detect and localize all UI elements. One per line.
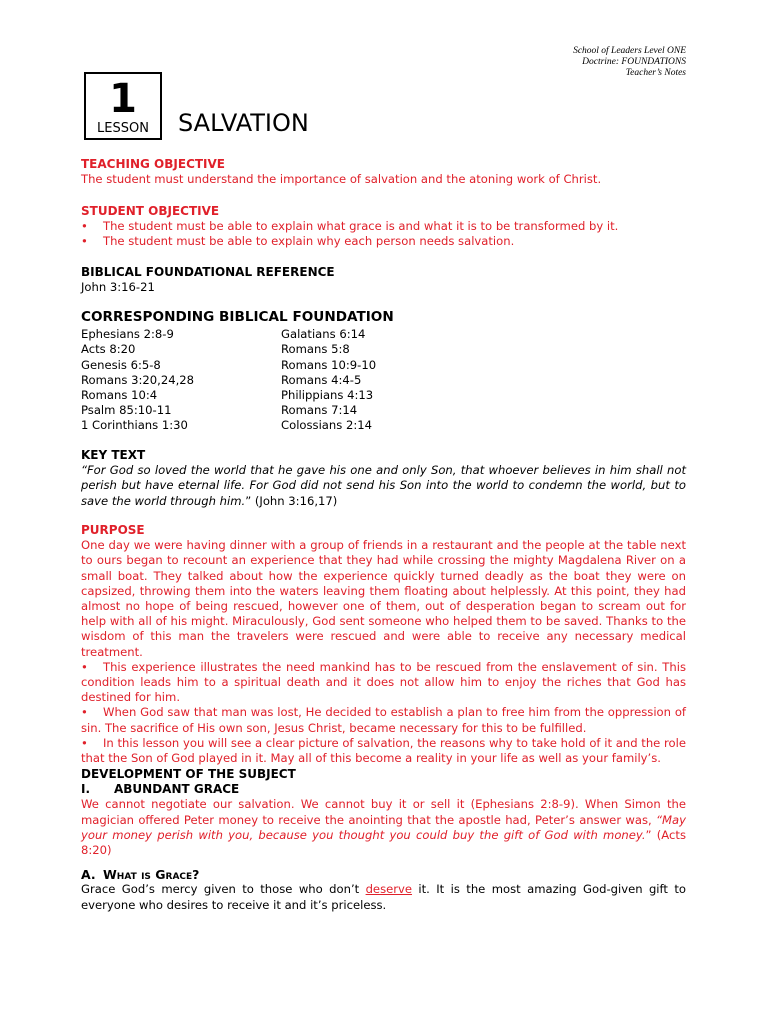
- student-objective-heading: STUDENT OBJECTIVE: [81, 204, 220, 218]
- section-title-text: ABUNDANT GRACE: [114, 782, 240, 797]
- key-text-ref: ” (John 3:16,17): [245, 493, 338, 508]
- lesson-number: 1: [109, 76, 137, 122]
- list-item: [81, 660, 686, 706]
- header-line-3: Teacher’s Notes: [625, 68, 686, 78]
- list-item: Romans 10:4: [81, 388, 158, 403]
- list-item: Romans 10:9-10: [281, 357, 377, 372]
- reference-columns: [81, 327, 686, 433]
- list-item: Colossians 2:14: [281, 418, 373, 433]
- list-item: [81, 234, 686, 249]
- paragraph-ref: ” (Acts 8:20): [81, 827, 686, 858]
- list-item: Genesis 6:5-8: [81, 357, 161, 372]
- list-item: Acts 8:20: [81, 342, 136, 357]
- key-text-body: [81, 463, 686, 509]
- purpose-section: [81, 523, 686, 766]
- teaching-objective-section: [81, 157, 686, 187]
- deserve-link[interactable]: deserve: [365, 882, 413, 897]
- list-item: Philippians 4:13: [281, 388, 374, 403]
- list-item: Romans 7:14: [281, 403, 358, 418]
- list-item: Psalm 85:10-11: [81, 403, 172, 418]
- corresponding-heading: CORRESPONDING BIBLICAL FOUNDATION: [81, 309, 394, 325]
- list-item: Romans 5:8: [281, 342, 350, 357]
- purpose-heading: PURPOSE: [81, 523, 145, 537]
- corresponding-section: [81, 310, 686, 434]
- list-item: Ephesians 2:8-9: [81, 327, 174, 342]
- section-number: I.: [81, 782, 91, 797]
- teaching-objective-heading: TEACHING OBJECTIVE: [81, 157, 226, 171]
- list-item: [81, 705, 686, 735]
- bullet-icon: •: [81, 234, 88, 249]
- reference-heading: BIBLICAL FOUNDATIONAL REFERENCE: [81, 265, 335, 279]
- lesson-label: LESSON: [97, 121, 149, 136]
- student-objective-section: [81, 204, 686, 250]
- key-text-quote: “For God so loved the world that he gave his one and only Son, that whoever believes in him shall not perish but have eternal life. For God did not send his Son into the world to condemn the world, but to save the world through him.: [81, 463, 686, 508]
- list-item-text: The student must be able to explain why each person needs salvation.: [103, 234, 515, 249]
- section-title: [81, 782, 686, 797]
- purpose-paragraph: One day we were having dinner with a group of friends in a restaurant and the people at the table next to ours began to recount an experience that they had while crossing the mighty Magdalena River on a small boat. They talked about how the experience quickly turned deadly as the boat they were on capsized, throwing them into the waters leaving them floating about helplessly. At this point, they had almost no hope of being rescued, however one of them, out of desperation began to scream out for help with all of his might. Miraculously, God sent someone who helped them to be saved. Thanks to the wisdom of this man the travelers were rescued and were able to receive any necessary medical treatment.: [81, 538, 686, 659]
- list-item: Romans 3:20,24,28: [81, 372, 195, 387]
- reference-text: John 3:16-21: [81, 280, 155, 295]
- development-paragraph: [81, 797, 686, 858]
- bullet-icon: •: [81, 659, 88, 674]
- list-item-text: This experience illustrates the need mankind has to be rescued from the enslavement of sin. This condition leads him to a spiritual death and it does not allow him to enjoy the riches that God has destined for him.: [81, 659, 686, 705]
- bullet-icon: •: [81, 219, 88, 234]
- development-heading: DEVELOPMENT OF THE SUBJECT: [81, 767, 296, 781]
- teaching-objective-text: The student must understand the importance of salvation and the atoning work of Christ.: [81, 172, 602, 187]
- subsection-label: A.: [81, 867, 96, 883]
- paragraph-text: Grace God’s mercy given to those who don’t: [81, 882, 366, 897]
- reference-column-right: [281, 327, 481, 433]
- list-item: Romans 4:4-5: [281, 372, 362, 387]
- reference-column-left: [81, 327, 281, 433]
- list-item: 1 Corinthians 1:30: [81, 418, 188, 433]
- list-item: Galatians 6:14: [281, 327, 366, 342]
- key-text-heading: KEY TEXT: [81, 448, 146, 462]
- grace-paragraph: [81, 882, 686, 912]
- bullet-icon: •: [81, 705, 88, 720]
- page-title: SALVATION: [178, 109, 309, 137]
- development-section: [81, 767, 686, 913]
- header-line-1: School of Leaders Level ONE: [573, 46, 686, 56]
- header-line-2: Doctrine: FOUNDATIONS: [582, 57, 686, 67]
- header-notes: [573, 46, 686, 79]
- list-item: [81, 736, 686, 766]
- list-item: [81, 219, 686, 234]
- paragraph-quote: “May your money perish with you, because you thought you could buy the gift of God with money.: [81, 812, 686, 842]
- list-item-text: The student must be able to explain what grace is and what it is to be transformed by it.: [103, 219, 619, 234]
- subsection-title: [81, 867, 686, 882]
- list-item-text: When God saw that man was lost, He decided to establish a plan to free him from the oppression of sin. The sacrifice of His own son, Jesus Christ, became necessary for this to be fulfilled.: [81, 705, 686, 735]
- key-text-section: [81, 448, 686, 509]
- list-item-text: In this lesson you will see a clear picture of salvation, the reasons why to take hold of it and the role that the Son of God played in it. May all of this become a reality in your life as well as your family’s.: [81, 735, 686, 766]
- reference-section: [81, 265, 686, 295]
- subsection-title-text: What is Grace?: [103, 867, 200, 883]
- bullet-icon: •: [81, 735, 88, 750]
- paragraph-text: it. It is the most amazing God-given gift to everyone who desires to receive it and it’s priceless.: [81, 882, 686, 912]
- lesson-box: [84, 72, 162, 140]
- paragraph-text: We cannot negotiate our salvation. We cannot buy it or sell it (Ephesians 2:8-9). When Simon the magician offered Peter money to receive the anointing that the apostle had, Peter’s answer was,: [81, 797, 686, 827]
